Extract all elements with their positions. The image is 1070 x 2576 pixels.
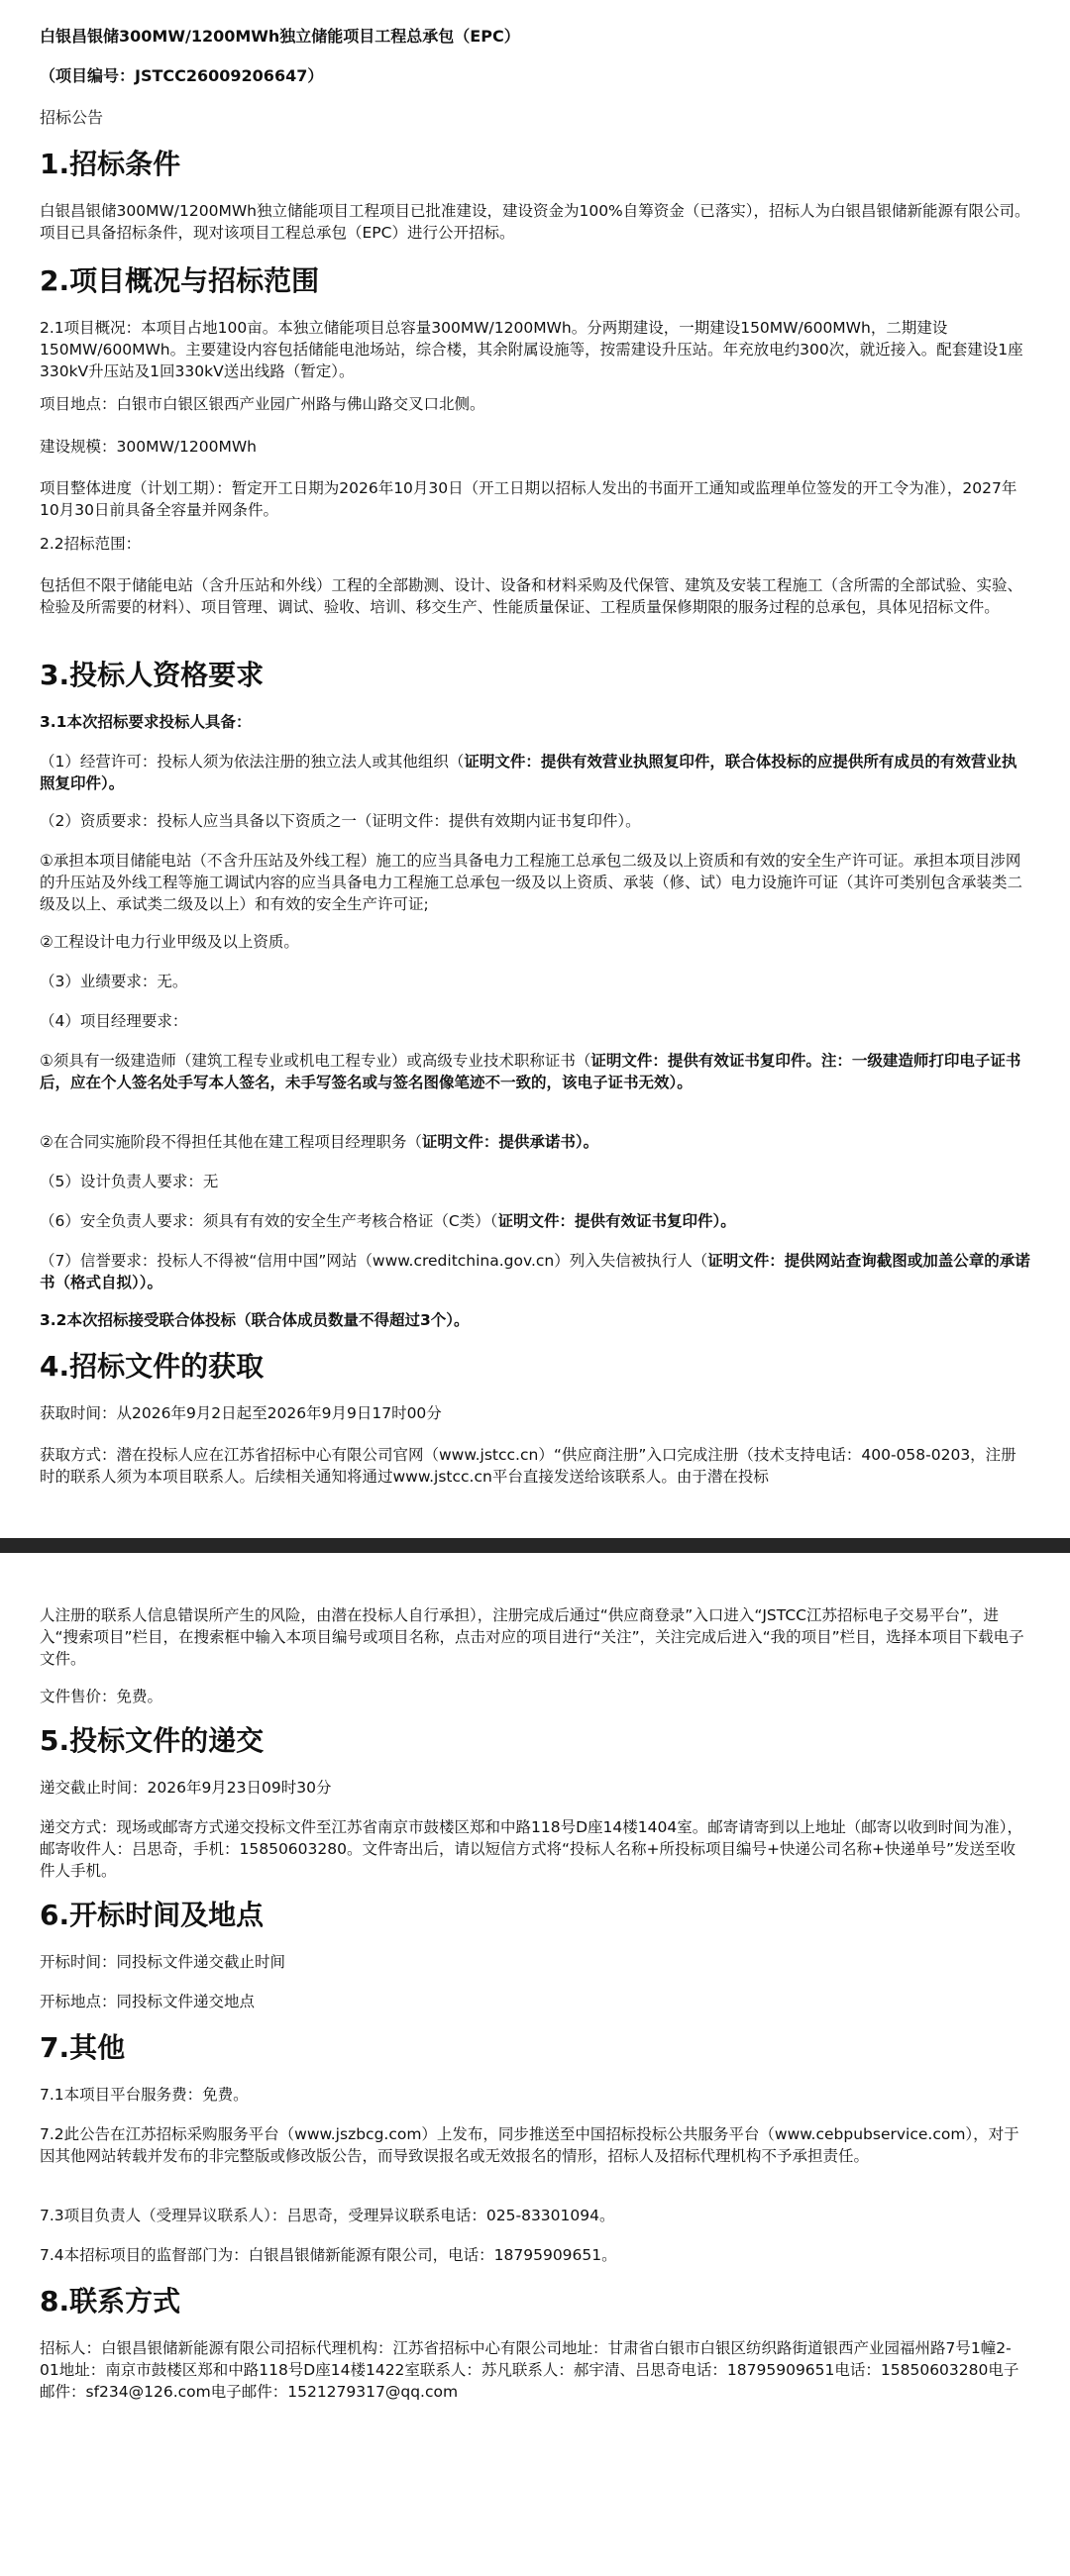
section-8-heading: 8.联系方式 [40,2285,181,2318]
section-1-text: 白银昌银储300MW/1200MWh独立储能项目工程项目已批准建设，建设资金为100%自筹资金（已落实），招标人为白银昌银储新能源有限公司。项目已具备招标条件，现对该项目工程总承包（EPC）进行公开招标。 [40,202,1030,242]
section-2-heading: 2.项目概况与招标范围 [40,264,320,297]
section-3-consortium: 3.2本次招标接受联合体投标（联合体成员数量不得超过3个）。 [40,1311,470,1329]
section-6-time: 开标时间：同投标文件递交截止时间 [40,1953,286,1971]
section-2-scale: 建设规模：300MW/1200MWh [40,438,257,456]
document-page-2 [0,1553,1070,2576]
section-8-contacts: 招标人：白银昌银储新能源有限公司招标代理机构：江苏省招标中心有限公司地址：甘肃省白银市白银区纺织路街道银西产业园福州路7号1幢2-01地址：南京市鼓楼区郑和中路118号D座14楼1422室联系人：苏凡联系人：郝宇清、吕思奇电话：18795909651电话：15850603280电子邮件：sf234@126.com电子邮件：1521279317@qq.com [40,2339,1019,2401]
requirement-business-license: （1）经营许可：投标人须为依法注册的独立法人或其他组织（证明文件：提供有效营业执照复印件，联合体投标的应提供所有成员的有效营业执照复印件）。 [40,753,1017,792]
section-4-time: 获取时间：从2026年9月2日起至2026年9月9日17时00分 [40,1404,442,1422]
section-1-heading: 1.招标条件 [40,148,181,180]
section-5-method: 递交方式：现场或邮寄方式递交投标文件至江苏省南京市鼓楼区郑和中路118号D座14楼1404室。邮寄请寄到以上地址（邮寄以收到时间为准），邮寄收件人：吕思奇，手机：15850603280。文件寄出后，请以短信方式将“投标人名称+所投标项目编号+快递公司名称+快递单号”发送至收件人手机。 [40,1818,1022,1880]
requirement-pm-no-other-post: ②在合同实施阶段不得担任其他在建工程项目经理职务（证明文件：提供承诺书）。 [40,1133,599,1151]
project-number: （项目编号：JSTCC26009206647） [40,66,324,85]
page-separator [0,1538,1070,1553]
section-5-heading: 5.投标文件的递交 [40,1724,265,1757]
section-2-overview: 2.1项目概况：本项目占地100亩。本独立储能项目总容量300MW/1200MWh。分两期建设，一期建设150MW/600MWh，二期建设150MW/600MWh。主要建设内容包括储能电池场站，综合楼，其余附属设施等，按需建设升压站。年充放电约300次，就近接入。配套建设1座330kV升压站及1回330kV送出线路（暂定）。 [40,319,1023,380]
document-title: 白银昌银储300MW/1200MWh独立储能项目工程总承包（EPC） [40,27,520,46]
section-7-contact-person: 7.3项目负责人（受理异议联系人）：吕思奇，受理异议联系电话：025-83301094。 [40,2207,615,2224]
section-2-scope-label: 2.2招标范围： [40,535,142,553]
section-4-heading: 4.招标文件的获取 [40,1350,265,1383]
section-4-price: 文件售价：免费。 [40,1688,163,1705]
requirement-pm-certificate: ①须具有一级建造师（建筑工程专业或机电工程专业）或高级专业技术职称证书（证明文件：提供有效证书复印件。注：一级建造师打印电子证书后，应在个人签名处手写本人签名，未手写签名或与签名图像笔迹不一致的，该电子证书无效）。 [40,1052,1021,1091]
section-6-place: 开标地点：同投标文件递交地点 [40,1993,256,2010]
section-5-deadline: 递交截止时间：2026年9月23日09时30分 [40,1779,332,1797]
section-3-heading: 3.投标人资格要求 [40,659,265,691]
section-2-schedule: 项目整体进度（计划工期）：暂定开工日期为2026年10月30日（开工日期以招标人发出的书面开工通知或监理单位签发的开工令为准），2027年10月30日前具备全容量并网条件。 [40,479,1017,519]
section-2-scope-text: 包括但不限于储能电站（含升压站和外线）工程的全部勘测、设计、设备和材料采购及代保管、建筑及安装工程施工（含所需的全部试验、实验、检验及所需要的材料）、项目管理、调试、验收、培训、移交生产、性能质量保证、工程质量保修期限的服务过程的总承包，具体见招标文件。 [40,576,1023,616]
requirement-qualification-2: ②工程设计电力行业甲级及以上资质。 [40,933,299,951]
requirement-performance: （3）业绩要求：无。 [40,973,188,990]
section-4-method-part1: 获取方式：潜在投标人应在江苏省招标中心有限公司官网（www.jstcc.cn）“供应商注册”入口完成注册（技术支持电话：400-058-0203，注册时的联系人须为本项目联系人。后续相关通知将通过www.jstcc.cn平台直接发送给该联系人。由于潜在投标 [40,1446,1016,1486]
requirement-credit: （7）信誉要求：投标人不得被“信用中国”网站（www.creditchina.gov.cn）列入失信被执行人（证明文件：提供网站查询截图或加盖公章的承诺书（格式自拟））。 [40,1252,1030,1291]
section-4-method-part2: 人注册的联系人信息错误所产生的风险，由潜在投标人自行承担），注册完成后通过“供应商登录”入口进入“JSTCC江苏招标电子交易平台”，进入“搜索项目”栏目，在搜索框中输入本项目编号或项目名称，点击对应的项目进行“关注”，关注完成后进入“我的项目”栏目，选择本项目下载电子文件。 [40,1606,1024,1668]
section-7-publication: 7.2此公告在江苏招标采购服务平台（www.jszbcg.com）上发布，同步推送至中国招标投标公共服务平台（www.cebpubservice.com），对于因其他网站转载并发布的非完整版或修改版公告，而导致误报名或无效报名的情形，招标人及招标代理机构不予承担责任。 [40,2125,1019,2165]
requirement-qualification-1: ①承担本项目储能电站（不含升压站及外线工程）施工的应当具备电力工程施工总承包二级及以上资质和有效的安全生产许可证。承担本项目涉网的升压站及外线工程等施工调试内容的应当具备电力工程施工总承包一级及以上资质、承装（修、试）电力设施许可证（其许可类别包含承装类二级及以上、承试类二级及以上）和有效的安全生产许可证; [40,852,1023,913]
section-3-intro: 3.1本次招标要求投标人具备： [40,713,252,731]
requirement-qualification: （2）资质要求：投标人应当具备以下资质之一（证明文件：提供有效期内证书复印件）。 [40,812,641,830]
notice-label: 招标公告 [40,108,104,127]
section-7-heading: 7.其他 [40,2031,126,2064]
requirement-project-manager: （4）项目经理要求： [40,1012,188,1030]
section-7-supervisor: 7.4本招标项目的监督部门为：白银昌银储新能源有限公司，电话：18795909651。 [40,2246,617,2264]
section-2-location: 项目地点：白银市白银区银西产业园广州路与佛山路交叉口北侧。 [40,395,485,413]
requirement-design-lead: （5）设计负责人要求：无 [40,1173,219,1190]
requirement-safety-lead: （6）安全负责人要求：须具有有效的安全生产考核合格证（C类）（证明文件：提供有效证书复印件）。 [40,1212,736,1230]
section-6-heading: 6.开标时间及地点 [40,1899,265,1931]
section-7-fee: 7.1本项目平台服务费：免费。 [40,2086,249,2104]
